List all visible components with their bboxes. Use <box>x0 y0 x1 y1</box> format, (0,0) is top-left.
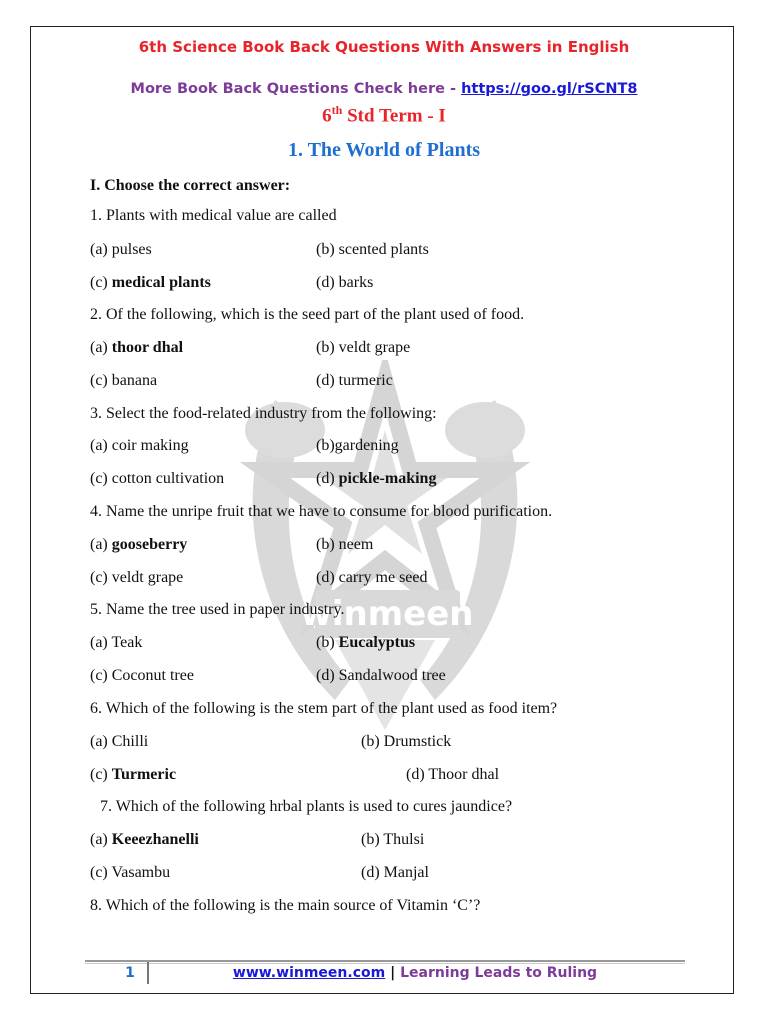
question-1: 1. Plants with medical value are called <box>90 207 337 224</box>
q7-option-b: (b) Thulsi <box>361 831 425 848</box>
q2-option-d: (d) turmeric <box>316 372 393 389</box>
q2-option-b: (b) veldt grape <box>316 339 411 356</box>
q1-option-b: (b) scented plants <box>316 241 429 258</box>
q2-option-a: (a) thoor dhal <box>90 339 184 356</box>
q3-option-d: (d) pickle-making <box>316 470 437 487</box>
page-header-title: 6th Science Book Back Questions With Answers in English <box>138 38 630 56</box>
q7-option-d: (d) Manjal <box>361 864 429 881</box>
watermark-text: winmeen <box>300 594 474 634</box>
footer-divider <box>85 960 685 962</box>
page-number: 1 <box>125 965 135 981</box>
q7-option-c: (c) Vasambu <box>90 864 171 881</box>
q7-option-a: (a) Keeezhanelli <box>90 831 199 848</box>
q6-option-a: (a) Chilli <box>90 733 149 750</box>
footer-separator <box>147 962 149 984</box>
q6-option-b: (b) Drumstick <box>361 733 452 750</box>
question-4: 4. Name the unripe fruit that we have to consume for blood purification. <box>90 503 553 520</box>
footer-site-link[interactable]: www.winmeen.com <box>232 965 386 981</box>
more-questions-link[interactable]: https://goo.gl/rSCNT8 <box>461 81 638 97</box>
footer-tagline: Learning Leads to Ruling <box>400 965 598 981</box>
term-number: 6 <box>322 105 332 127</box>
question-2: 2. Of the following, which is the seed part of the plant used of food. <box>90 306 525 323</box>
q4-option-b: (b) neem <box>316 536 374 553</box>
footer-divider-shadow <box>85 963 685 964</box>
q5-option-d: (d) Sandalwood tree <box>316 667 446 684</box>
question-7: 7. Which of the following hrbal plants is used to cures jaundice? <box>100 798 513 815</box>
q1-option-d: (d) barks <box>316 274 374 291</box>
footer-text <box>150 965 680 981</box>
term-text: Std Term - I <box>342 105 446 127</box>
q4-option-a: (a) gooseberry <box>90 536 188 553</box>
section-heading: I. Choose the correct answer: <box>90 177 291 194</box>
more-questions-prefix: More Book Back Questions Check here - <box>130 81 462 97</box>
q5-option-c: (c) Coconut tree <box>90 667 194 684</box>
q4-option-d: (d) carry me seed <box>316 569 428 586</box>
chapter-title: 1. The World of Plants <box>287 139 481 161</box>
q5-option-a: (a) Teak <box>90 634 143 651</box>
q1-option-a: (a) pulses <box>90 241 152 258</box>
q1-option-c: (c) medical plants <box>90 274 211 291</box>
question-6: 6. Which of the following is the stem part of the plant used as food item? <box>90 700 558 717</box>
q6-option-d: (d) Thoor dhal <box>406 766 500 783</box>
footer-bar: | <box>385 965 401 981</box>
question-8: 8. Which of the following is the main source of Vitamin ‘C’? <box>90 897 481 914</box>
q6-option-c: (c) Turmeric <box>90 766 177 783</box>
q4-option-c: (c) veldt grape <box>90 569 184 586</box>
term-superscript: th <box>331 103 343 117</box>
q5-option-b: (b) Eucalyptus <box>316 634 416 651</box>
q2-option-c: (c) banana <box>90 372 158 389</box>
question-3: 3. Select the food-related industry from the following: <box>90 405 437 422</box>
more-questions-line <box>0 81 768 97</box>
q3-option-a: (a) coir making <box>90 437 189 454</box>
term-heading <box>0 103 768 127</box>
q3-option-b: (b)gardening <box>316 437 399 454</box>
question-5: 5. Name the tree used in paper industry. <box>90 601 345 618</box>
q3-option-c: (c) cotton cultivation <box>90 470 225 487</box>
